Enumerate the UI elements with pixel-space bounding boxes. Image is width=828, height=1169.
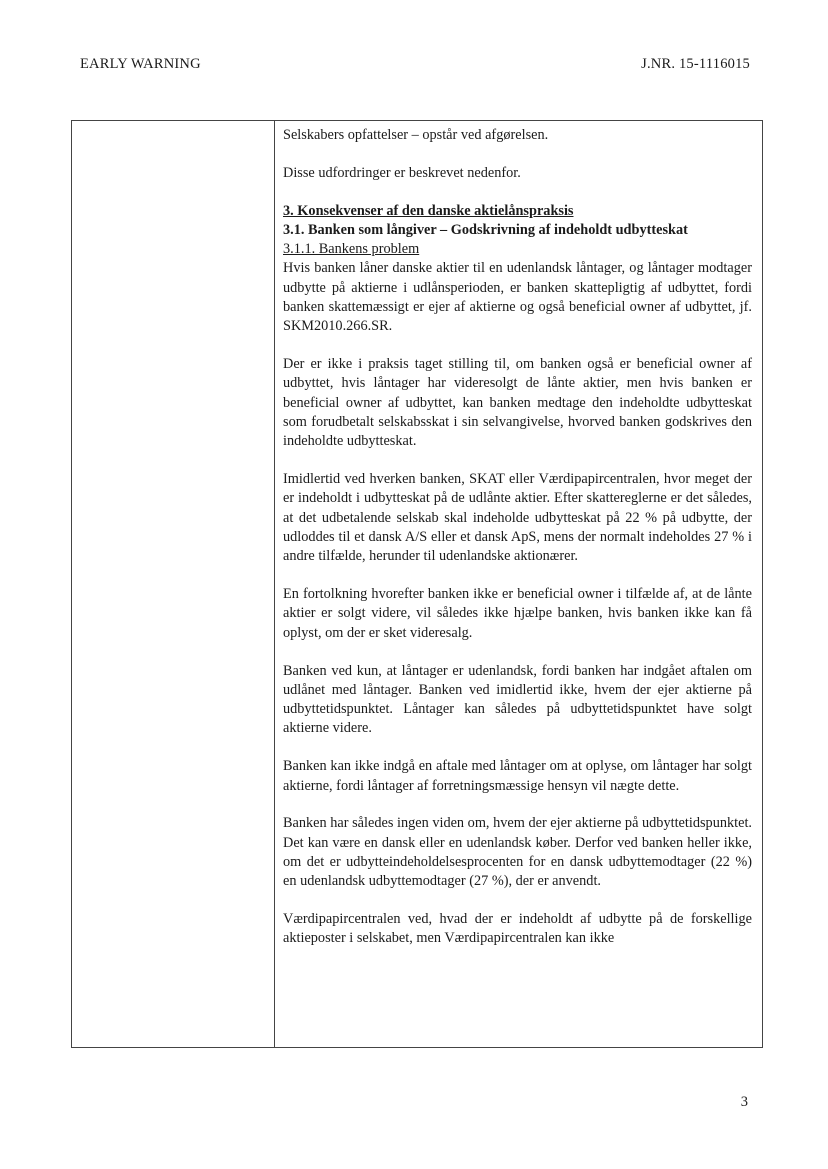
paragraph-8: Værdipapircentralen ved, hvad der er indeholdt af udbytte på de forskellige aktieposter i selskabet, men Værdipapircentralen kan ikke xyxy=(283,911,752,947)
subsubsection-title: 3.1.1. Bankens problem xyxy=(283,241,420,258)
journal-number: J.NR. 15-1116015 xyxy=(641,56,750,72)
paragraph-7: Banken har således ingen viden om, hvem der ejer aktierne på udbyttetidspunktet. Det kan være en dansk eller en udenlandsk køber. Derfor ved banken heller ikke, om det er udbytteindeholdelsesprocenten for en dansk udbyttemodtager (22 %) en udenlandsk udbyttemodtager (27 %), der er anvendt. xyxy=(283,815,752,890)
page-number: 3 xyxy=(740,1094,748,1110)
paragraph-2: Der er ikke i praksis taget stilling til, om banken også er beneficial owner af udbyttet, hvis låntager har videresolgt de lånte aktier, men hvis banken er beneficial owner af udbyttet, kan banken medtage den indeholdte udbytteskat som forudbetalt selskabsskat i sin selvangivelse, hvorved banken godskrives den indeholdte udbytteskat. xyxy=(283,356,752,450)
paragraph-3: Imidlertid ved hverken banken, SKAT eller Værdipapircentralen, hvor meget der er indeholdt i udbytteskat på de udlånte aktier. Efter skattereglerne er det således, at det udbetalende selskab skal indeholde udbytteskat på 22 % på udbytte, der udloddes til et dansk A/S eller et dansk ApS, mens der normalt indeholdes 27 % i andre tilfælde, herunder til udenlandske aktionærer. xyxy=(283,471,752,565)
paragraph-4: En fortolkning hvorefter banken ikke er beneficial owner i tilfælde af, at de lånte aktier er solgt videre, vil således ikke hjælpe banken, hvis banken ikke kan få oplyst, om der er sket videresalg. xyxy=(283,586,752,641)
column-divider xyxy=(274,120,275,1048)
document-header-left: EARLY WARNING xyxy=(80,56,201,72)
paragraph-6: Banken kan ikke indgå en aftale med låntager om at oplyse, om låntager har solgt aktierne, fordi låntager af forretningsmæssige hensyn vil nægte dette. xyxy=(283,758,752,794)
subsection-title: 3.1. Banken som långiver – Godskrivning af indeholdt udbytteskat xyxy=(283,221,688,238)
challenges-paragraph: Disse udfordringer er beskrevet nedenfor. xyxy=(283,164,521,181)
paragraph-1: Hvis banken låner danske aktier til en udenlandsk låntager, og låntager modtager udbytte på aktierne i udlånsperioden, er banken skattepligtig af udbyttet, fordi banken skattemæssigt er ejer af aktierne og også beneficial owner af udbyttet, jf. SKM2010.266.SR. xyxy=(283,260,752,335)
right-column-content xyxy=(283,126,752,949)
intro-paragraph: Selskabers opfattelser – opstår ved afgørelsen. xyxy=(283,127,549,143)
paragraph-5: Banken ved kun, at låntager er udenlandsk, fordi banken har indgået aftalen om udlånet med låntager. Banken ved imidlertid ikke, hvem der ejer aktierne på udbyttetidspunktet. Låntager kan således på udbyttetidspunktet have solgt aktierne videre. xyxy=(283,662,752,737)
section-title: 3. Konsekvenser af den danske aktielånspraksis xyxy=(283,202,574,219)
